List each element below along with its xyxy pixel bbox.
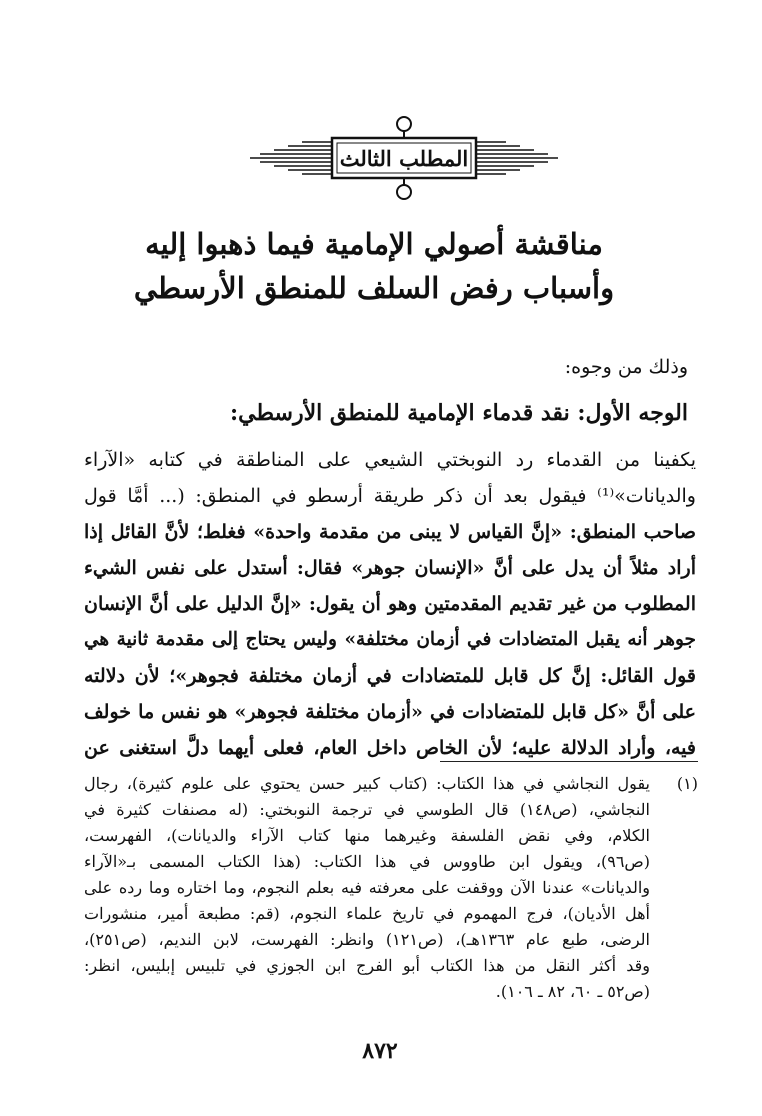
page-number: ٨٧٢	[362, 1038, 398, 1064]
footnote-line: الكلام، وفي نقض الفلسفة وغيرهما منها كتاب الآراء والديانات)، الفهرست،	[84, 826, 650, 845]
aspect-title: نقد قدماء الإمامية للمنطق الأرسطي:	[230, 400, 570, 426]
chapter-heading-line-1: مناقشة أصولي الإمامية فيما ذهبوا إليه	[145, 227, 603, 261]
footnote-line: النجاشي، (ص١٤٨) قال الطوسي في ترجمة النوبختي: (له مصنفات كثيرة في	[84, 800, 650, 819]
body-line: المطلوب من غير تقديم المقدمتين وهو أن يقول: «إنَّ الدليل على أنَّ الإنسان	[84, 593, 696, 615]
chapter-heading-line-2: وأسباب رفض السلف للمنطق الأرسطي	[133, 271, 615, 305]
footnote-divider	[440, 761, 698, 762]
footnote-line: والديانات» عندنا الآن ووقفت على معرفته فيه بعلم النجوم، وما اختاره وما رده على	[84, 878, 650, 897]
body-line: أراد مثلاً أن يدل على أنَّ «الإنسان جوهر» فقال: أستدل على نفس الشيء	[84, 557, 696, 579]
body-line: جوهر أنه يقبل المتضادات في أزمان مختلفة» وليس يحتاج إلى مقدمة ثانية هي	[84, 629, 696, 650]
footnote-line: يقول النجاشي في هذا الكتاب: (كتاب كبير حسن يحتوي على علوم كثيرة)، رجال	[84, 774, 650, 793]
footnote-marker: (١)	[676, 774, 698, 793]
lead-text: وذلك من وجوه:	[564, 356, 688, 378]
body-line: فيه، وأراد الدلالة عليه؛ لأن الخاص داخل العام، فعلى أيهما دلَّ استغنى عن	[84, 737, 696, 759]
body-line: والديانات»⁽¹⁾ فيقول بعد أن ذكر طريقة أرسطو في المنطق: (... أمَّا قول	[84, 485, 696, 507]
section-label: المطلب الثالث	[339, 145, 469, 171]
footnote-line: (ص٥٢ ـ ٦٠، ٨٢ ـ ١٠٦).	[495, 982, 650, 1001]
footnote-line: الرضى، طبع عام ١٣٦٣هـ)، (ص١٢١) وانظر: الفهرست، لابن النديم، (ص٢٥١)،	[84, 930, 651, 949]
aspect-label: الوجه الأول:	[577, 400, 688, 426]
body-line: يكفينا من القدماء رد النوبختي الشيعي على المناطقة في كتابه «الآراء	[84, 449, 696, 471]
footnote-line: وقد أكثر النقل من هذا الكتاب أبو الفرج ابن الجوزي في تلبيس إبليس، انظر:	[84, 956, 651, 975]
aspect-heading	[88, 396, 688, 430]
footnote-line: أهل الأديان)، فرج المهموم في تاريخ علماء النجوم، (قم: مطبعة أمير، منشورات	[84, 904, 650, 923]
body-line: صاحب المنطق: «إنَّ القياس لا يبنى من مقدمة واحدة» فغلط؛ لأنَّ القائل إذا	[84, 521, 696, 543]
body-line: على أنَّ «كل قابل للمتضادات في «أزمان مختلفة فجوهر» هو نفس ما خولف	[84, 701, 696, 723]
body-line: قول القائل: إنَّ كل قابل للمتضادات في أزمان مختلفة فجوهر»؛ لأن دلالته	[84, 665, 696, 687]
footnote-line: (ص٩٦)، ويقول ابن طاووس في هذا الكتاب: (هذا الكتاب المسمى بـ«الآراء	[84, 852, 650, 871]
